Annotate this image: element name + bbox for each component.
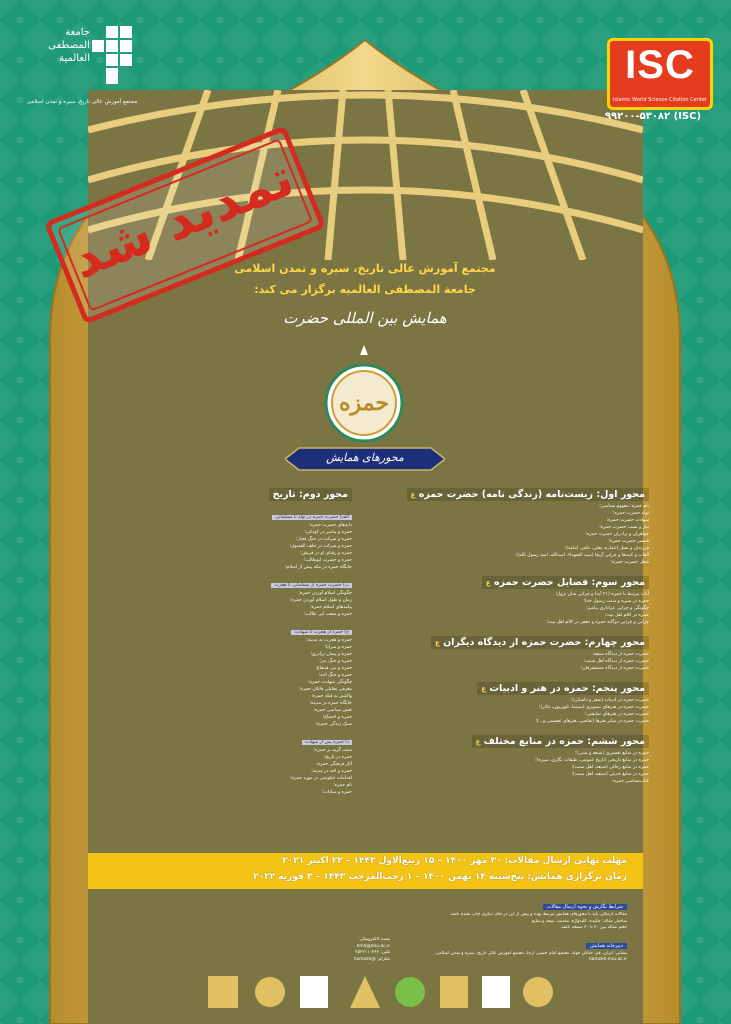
axis-item: کتاب‌شناسی حمزه؛ — [612, 779, 649, 784]
partner-logo-7-icon — [482, 976, 510, 1008]
axis-right-0-title — [407, 488, 649, 501]
axis-2-group-0-header: الف) حضرت حمزه در تولد تا مسلمانی — [272, 515, 352, 520]
axis-item: جایگاه حمزه در مکه پیش از اسلام؛ — [285, 565, 352, 570]
axis-item: حضرت حمزه از دیدگاه اهل سنت؛ — [583, 659, 649, 664]
axis-2-title: محور دوم: تاریخ — [269, 488, 352, 501]
terms-line-0: مقالات ارسالی باید با محورهای همایش مرتبط بوده و پیش از این در جای دیگری چاپ نشده باشد. — [449, 912, 627, 917]
terms-block — [395, 893, 627, 964]
axis-item: سنت گریه بر حمزه؛ — [313, 748, 352, 753]
axis-item: حمزه و احد در مدینه؛ — [311, 769, 352, 774]
axis-item: حمزه و سادات؛ — [322, 790, 352, 795]
axis-right-4-title — [472, 735, 649, 748]
axis-item: حمزه و اجتماع؛ — [322, 715, 352, 720]
partner-logo-1-icon — [208, 976, 238, 1008]
secretariat-site[interactable]: hamzeh.miu.ac.ir — [588, 957, 627, 962]
axis-item: چرایی و چرایی دوگانه حمزه و جعفر در کلام اهل بیت؛ — [546, 620, 649, 625]
axis-item: حمزه و رقبای او در قریش؛ — [300, 551, 352, 556]
secretariat-address: نشانی: ایران، قم، خیابان جهاد، مجتمع امام خمینی (ره)، مجتمع آموزش عالی تاریخ، سیره و تمدن اسلامی. — [434, 950, 627, 956]
axis-item: واکنش به قتله حمزه؛ — [311, 694, 352, 699]
axis-item: چگونگی و چرایی عزاداری پیامبر؛ — [586, 606, 649, 611]
axis-right-3-title — [477, 682, 649, 695]
isc-subtitle: Islamic World Science Citation Center — [613, 97, 707, 103]
conference-date: زمان برگزاری همایش: پنج‌شنبه ۱۴ بهمن ۱۴۰۰ – ۱ رجب‌المرجب ۱۴۴۳ – ۳ فوریه ۲۰۲۲ — [253, 872, 627, 882]
logo-subtitle: مجتمع آموزش عالی تاریخ، سیره و تمدن اسلامی — [26, 99, 138, 105]
axis-item: حمزه و جنگ احد؛ — [318, 673, 352, 678]
axis-item: حمزه در منابع رجالی (شیعه، اهل سنت)؛ — [571, 765, 649, 770]
axis-right-2-title-text: محور چهارم: حضرت حمزه از دیدگاه دیگران — [443, 637, 645, 648]
axis-item: حضرت حمزه در ادبیات (شعر و داستان)؛ — [570, 698, 649, 703]
axis-item: تبار و نسب حضرت حمزه؛ — [599, 525, 649, 530]
terms-line-1: ساختار مقاله: چکیده، کلیدواژه، مقدمه، نتیجه و منابع. — [530, 918, 627, 924]
axis-item: حمزه و حضرت ابوطالب؛ — [303, 558, 352, 563]
partner-logo-2-icon — [255, 977, 285, 1007]
partner-logo-3-icon — [300, 976, 328, 1008]
host-line: جامعة المصطفی العالمیه برگزار می کند: — [254, 283, 476, 296]
terms-header: شرایط نگارش و نحوه ارسال مقالات — [543, 904, 627, 910]
axis-item: حضرت حمزه در سایر هنرها (نقاشی، هنرهای تجسمی و...)؛ — [535, 719, 649, 724]
axis-item: حمزه و هجرت به مدینه؛ — [306, 638, 352, 643]
axis-right-3 — [359, 676, 649, 725]
pbuh-icon: ع — [410, 491, 416, 499]
axis-item: نام حمزه؛ مفهوم شناسی؛ — [599, 504, 649, 509]
isc-code: (ISC) ۹۹۲۰۰-۵۳۰۸۲ — [604, 111, 702, 122]
axis-right-4 — [359, 729, 649, 785]
axis-item: حمزه در تاریخ؛ — [323, 755, 352, 760]
contact-telegram[interactable]: تلگرام: @hamzeh — [353, 956, 390, 962]
contact-email[interactable]: hmh@miu.ac.ir — [356, 943, 390, 949]
pbuh-icon: ع — [485, 579, 491, 587]
axis-item: حمزه و سرایا؛ — [324, 645, 352, 650]
axis-item: زمان و طول اسلام آوردن حمزه؛ — [289, 598, 352, 603]
almustafa-emblem-icon — [92, 26, 142, 86]
axis-2-group-3-header: د) حمزه پس از شهادت — [302, 740, 352, 745]
axis-item: حمزه و شرکت در جنگ فجار؛ — [296, 537, 352, 542]
conference-title: همایش بین المللی حضرت — [283, 309, 447, 327]
axis-item: آثار فرهنگی حمزه؛ — [316, 762, 352, 767]
axis-item: پیامدهای اسلام حمزه؛ — [310, 605, 352, 610]
almustafa-logo — [22, 20, 142, 135]
deadlines-bar — [88, 853, 643, 889]
partner-logo-5-icon — [395, 977, 425, 1007]
axis-item: حمزه در سیره و سنت رسول خدا؛ — [583, 599, 649, 604]
partner-logo-8-icon — [523, 977, 553, 1007]
axis-item: حمزه و شرکت در حلف الفضول؛ — [289, 544, 352, 549]
axis-item: حمزه و پیامبر در کودکی؛ — [304, 530, 352, 535]
axis-item: چگونگی شهادت حمزه؛ — [308, 680, 352, 685]
organizer-line: مجتمع آموزش عالی تاریخ، سیره و تمدن اسلامی — [234, 262, 496, 275]
axis-right-2 — [359, 630, 649, 672]
contact-line-0: پست الکترونیکی: — [358, 937, 390, 942]
contact-phone: تلفن: ۰۲۵۳۲۱۱۰۴۶۷ — [352, 950, 390, 955]
partner-logo-4-icon — [350, 976, 380, 1008]
axis-right-4-title-text: محور ششم: حمزه در منابع مختلف — [483, 736, 645, 747]
emblem-text: حمزه — [339, 390, 389, 416]
axis-right-1-title — [482, 576, 649, 589]
axis-2-group-2-header: ج) حمزه از هجرت تا شهادت — [291, 630, 352, 635]
axis-item: حضرت حمزه در هنرهای نمایشی؛ — [585, 712, 649, 717]
axes-left-column — [240, 482, 352, 796]
axis-item: نام حمزه؛ — [333, 783, 352, 788]
axis-right-1 — [359, 570, 649, 626]
axis-item: حمزه و جنگ بدر؛ — [319, 659, 352, 664]
axis-right-2-title — [431, 636, 649, 649]
axis-item: حضرت حمزه از دیدگاه شیعه؛ — [592, 652, 649, 657]
axis-item: حمزه و پیمان برادری؛ — [310, 652, 352, 657]
pbuh-icon: ع — [434, 639, 440, 647]
axis-item: شغل حضرت حمزه؛ — [610, 560, 649, 565]
submission-deadline: مهلت نهایی ارسال مقالات: ۳۰ مهر ۱۴۰۰ – ۱۵ ربیع‌الاول ۱۴۴۳ – ۲۲ اکتبر ۲۰۲۱ — [282, 856, 627, 866]
terms-line-2: حجم مقاله بین ۲۰ تا ۳۰ صفحه باشد. — [560, 925, 627, 930]
axes-ribbon — [285, 444, 445, 474]
pbuh-icon: ع — [481, 685, 487, 693]
axis-right-0-title-text: محور اول: زیست‌نامه (زندگی نامه) حضرت حمزه — [418, 489, 645, 500]
axis-item: حضرت حمزه در هنرهای تصویری (سینما، تلویزیون، تئاتر)؛ — [539, 705, 649, 710]
axis-item: فرزندان و نسل (عماره، یعلی، عامر، امامه)؛ — [564, 546, 649, 551]
axis-item: حمزه و شعب ابی طالب؛ — [304, 612, 352, 617]
axis-right-3-title-text: محور پنجم: حمزه در هنر و ادبیات — [489, 683, 645, 694]
axis-item: القاب و کنیه‌ها و چرایی آن‌ها (سید الشهداء، اسدالله، اسد رسول الله)؛ — [515, 553, 649, 558]
isc-badge — [607, 38, 713, 110]
axis-item: شهادت حضرت حمزه؛ — [606, 518, 649, 523]
axis-2-group-1-header: ب) حضرت حمزه از مسلمانی تا هجرت — [271, 583, 352, 588]
axis-item: حمزه در منابع تفسیری (شیعه و سنی)؛ — [575, 751, 649, 756]
axis-item: آیات مرتبط با حمزه (۲۱ آیه) و چرایی شأن نزول؛ — [555, 592, 649, 597]
logo-line-2: المصطفى — [48, 40, 90, 51]
axis-item: حمزه در منابع حدیثی (شیعه، اهل سنت)؛ — [571, 772, 649, 777]
axis-item: دایه‌های حضرت حمزه؛ — [309, 523, 352, 528]
axis-item: چگونگی اسلام آوردن حمزه؛ — [298, 591, 352, 596]
axis-item: نقش سیاسی حمزه؛ — [313, 708, 352, 713]
axis-right-1-title-text: محور سوم: فضایل حضرت حمزه — [493, 577, 645, 588]
axis-item: حمزه در کلام اهل بیت؛ — [604, 613, 649, 618]
partner-logos — [200, 968, 560, 1016]
contact-block — [240, 893, 390, 963]
axis-item: همسر حضرت حمزه؛ — [608, 539, 649, 544]
axis-item: تولد حضرت حمزه؛ — [613, 511, 649, 516]
partner-logo-6-icon — [440, 976, 468, 1008]
axis-item: سبک زندگی حمزه؛ — [315, 722, 352, 727]
ribbon-label: محورهای همایش — [326, 451, 404, 464]
axis-item: خواهران و برادران حضرت حمزه؛ — [585, 532, 649, 537]
axis-2-groups — [240, 503, 352, 796]
axis-item: اقدامات حکومتی در مورد حمزه؛ — [290, 776, 352, 781]
logo-line-3: العالمية — [59, 53, 90, 64]
stamp-text: تمدید شد — [63, 147, 303, 291]
pbuh-icon: ع — [475, 738, 481, 746]
axes-right-column — [359, 482, 649, 789]
secretariat-header: دبیرخانه همایش — [586, 943, 627, 949]
isc-label: ISC — [625, 43, 695, 87]
logo-line-1: جامعة — [65, 27, 90, 38]
axis-item: معرفی تحلیلی قاتلان حمزه؛ — [298, 687, 352, 692]
axis-item: حمزه در منابع تاریخی (تاریخ عمومی، طبقات نگاری، سیره)؛ — [535, 758, 649, 763]
axis-item: حضرت حمزه از دیدگاه مستشرقان؛ — [580, 666, 649, 671]
axis-item: حمزه و بنی قینقاع؛ — [315, 666, 352, 671]
axis-right-0 — [359, 482, 649, 566]
axis-item: جایگاه حمزه در مدینه؛ — [309, 701, 352, 706]
